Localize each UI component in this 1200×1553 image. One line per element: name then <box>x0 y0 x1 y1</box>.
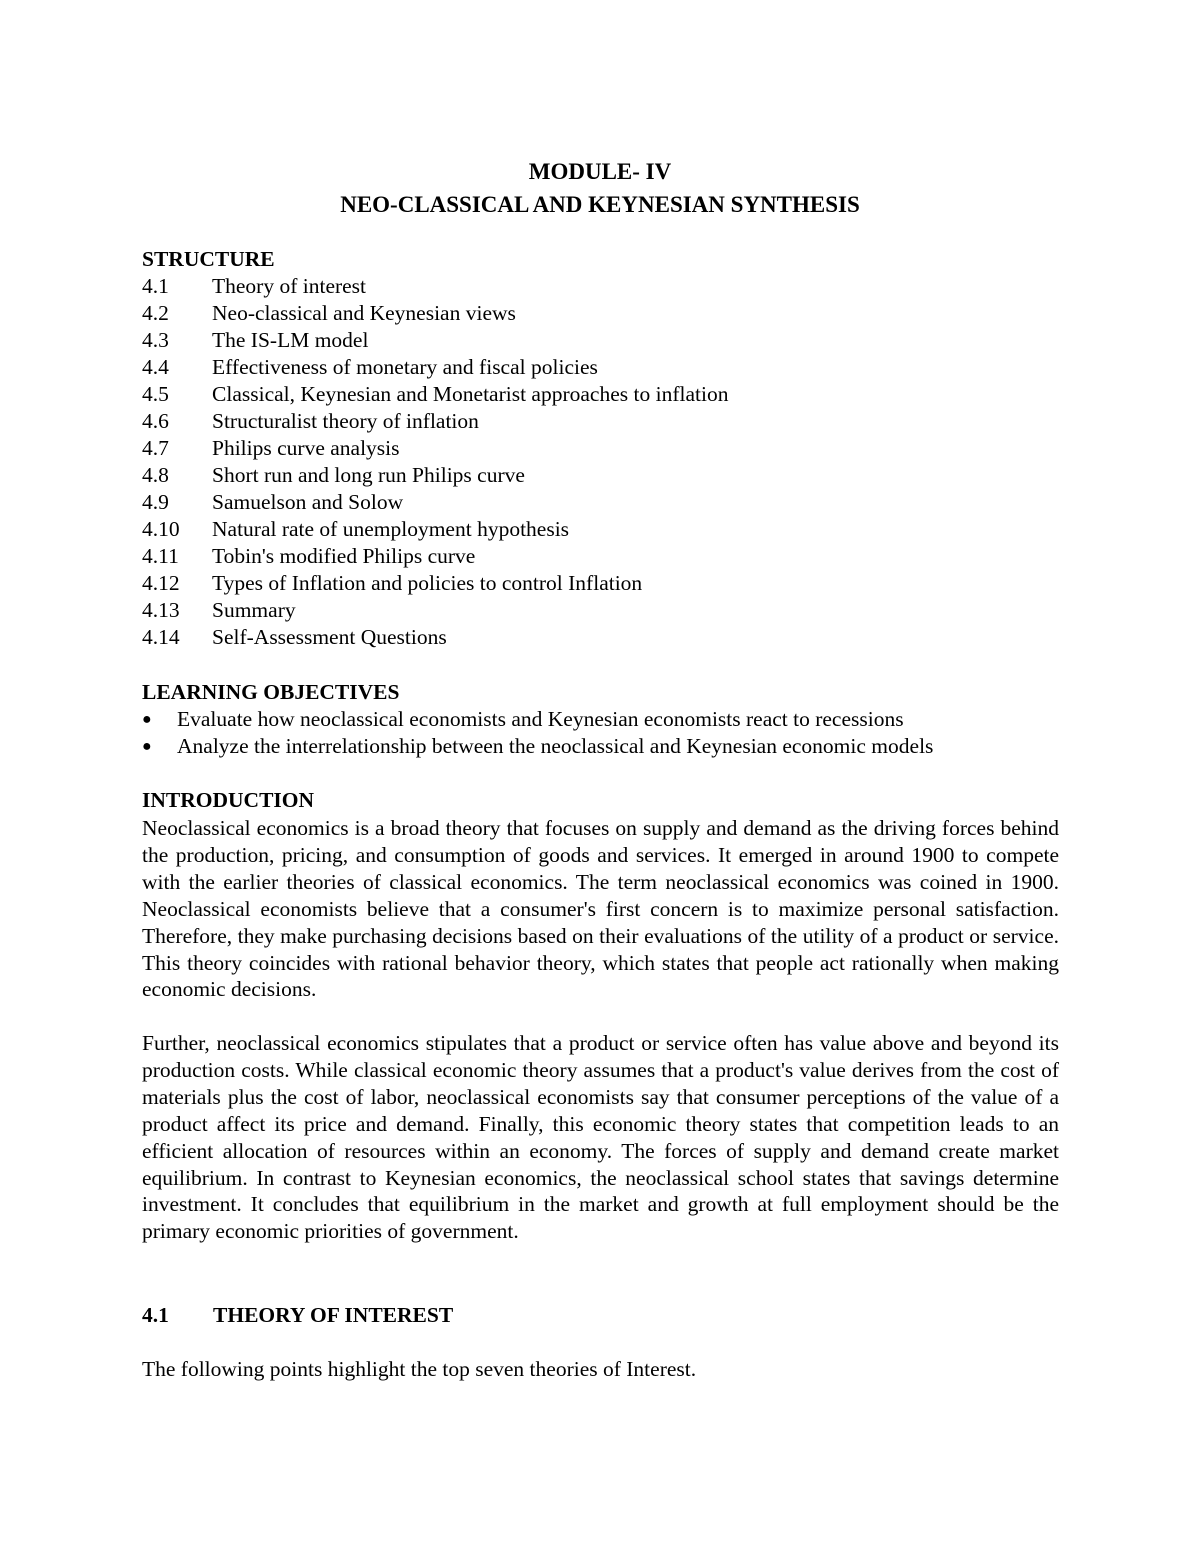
list-item <box>142 706 1082 733</box>
structure-item-text: Theory of interest <box>212 274 367 298</box>
structure-item-text: The IS-LM model <box>212 328 369 352</box>
structure-item <box>142 435 1042 462</box>
structure-item <box>142 408 1042 435</box>
structure-item <box>142 300 1042 327</box>
structure-list <box>142 273 1042 651</box>
section-paragraph: The following points highlight the top seven theories of Interest. <box>142 1357 697 1381</box>
structure-item-text: Natural rate of unemployment hypothesis <box>212 517 570 541</box>
module-subtitle: NEO-CLASSICAL AND KEYNESIAN SYNTHESIS <box>340 192 860 217</box>
structure-heading: STRUCTURE <box>142 247 275 271</box>
structure-item <box>142 597 1042 624</box>
structure-item <box>142 570 1042 597</box>
objective-text: Evaluate how neoclassical economists and Keynesian economists react to recessions <box>177 707 904 731</box>
structure-item <box>142 516 1042 543</box>
bullet-icon: ● <box>142 738 152 755</box>
structure-item <box>142 354 1042 381</box>
structure-item-number: 4.13 <box>142 598 180 622</box>
structure-item-number: 4.9 <box>142 490 169 514</box>
structure-item-number: 4.10 <box>142 517 180 541</box>
structure-item-number: 4.12 <box>142 571 180 595</box>
structure-item-number: 4.2 <box>142 301 169 325</box>
structure-item-number: 4.1 <box>142 274 169 298</box>
introduction-paragraph-1: Neoclassical economics is a broad theory that focuses on supply and demand as the driving forces behind the production, pricing, and consumption of goods and services. It emerged in around 1900 to compete with the earlier theories of classical economics. The term neoclassical economics was coined in 1900. Neoclassical economists believe that a consumer's first concern is to maximize personal satisfaction. Therefore, they make purchasing decisions based on their evaluations of the utility of a product or service. This theory coincides with rational behavior theory, which states that people act rationally when making economic decisions. <box>142 816 1059 1002</box>
structure-item-text: Classical, Keynesian and Monetarist approaches to inflation <box>212 382 729 406</box>
learning-objectives-list <box>142 706 1082 760</box>
structure-item <box>142 462 1042 489</box>
bullet-icon: ● <box>142 711 152 728</box>
structure-item-text: Self-Assessment Questions <box>212 625 447 649</box>
section-title: THEORY OF INTEREST <box>213 1303 454 1327</box>
introduction-heading: INTRODUCTION <box>142 788 315 812</box>
objective-text: Analyze the interrelationship between the neoclassical and Keynesian economic models <box>177 734 934 758</box>
structure-item-number: 4.14 <box>142 625 180 649</box>
learning-objectives-heading: LEARNING OBJECTIVES <box>142 680 400 704</box>
structure-item-text: Structuralist theory of inflation <box>212 409 479 433</box>
structure-item-number: 4.5 <box>142 382 169 406</box>
structure-item <box>142 624 1042 651</box>
structure-item-number: 4.3 <box>142 328 169 352</box>
structure-item-text: Samuelson and Solow <box>212 490 404 514</box>
structure-item-number: 4.8 <box>142 463 169 487</box>
structure-item-number: 4.11 <box>142 544 179 568</box>
structure-item-text: Philips curve analysis <box>212 436 400 460</box>
module-title: MODULE- IV <box>528 159 672 184</box>
list-item <box>142 733 1082 760</box>
section-number: 4.1 <box>142 1303 169 1327</box>
structure-item-text: Short run and long run Philips curve <box>212 463 525 487</box>
structure-item-text: Neo-classical and Keynesian views <box>212 301 516 325</box>
structure-item-text: Summary <box>212 598 296 622</box>
structure-item-number: 4.6 <box>142 409 169 433</box>
structure-item <box>142 543 1042 570</box>
section-heading <box>142 1303 453 1328</box>
structure-item <box>142 273 1042 300</box>
structure-item-number: 4.4 <box>142 355 169 379</box>
structure-item <box>142 489 1042 516</box>
structure-item-text: Effectiveness of monetary and fiscal policies <box>212 355 598 379</box>
structure-item <box>142 327 1042 354</box>
structure-item-text: Tobin's modified Philips curve <box>212 544 476 568</box>
introduction-paragraph-2: Further, neoclassical economics stipulates that a product or service often has value above and beyond its production costs. While classical economic theory assumes that a product's value derives from the cost of materials plus the cost of labor, neoclassical economists say that consumer perceptions of the value of a product affect its price and demand. Finally, this economic theory states that competition leads to an efficient allocation of resources within an economy. The forces of supply and demand create market equilibrium. In contrast to Keynesian economics, the neoclassical school states that savings determine investment. It concludes that equilibrium in the market and growth at full employment should be the primary economic priorities of government. <box>142 1031 1059 1244</box>
structure-item <box>142 381 1042 408</box>
structure-item-text: Types of Inflation and policies to control Inflation <box>212 571 643 595</box>
structure-item-number: 4.7 <box>142 436 169 460</box>
